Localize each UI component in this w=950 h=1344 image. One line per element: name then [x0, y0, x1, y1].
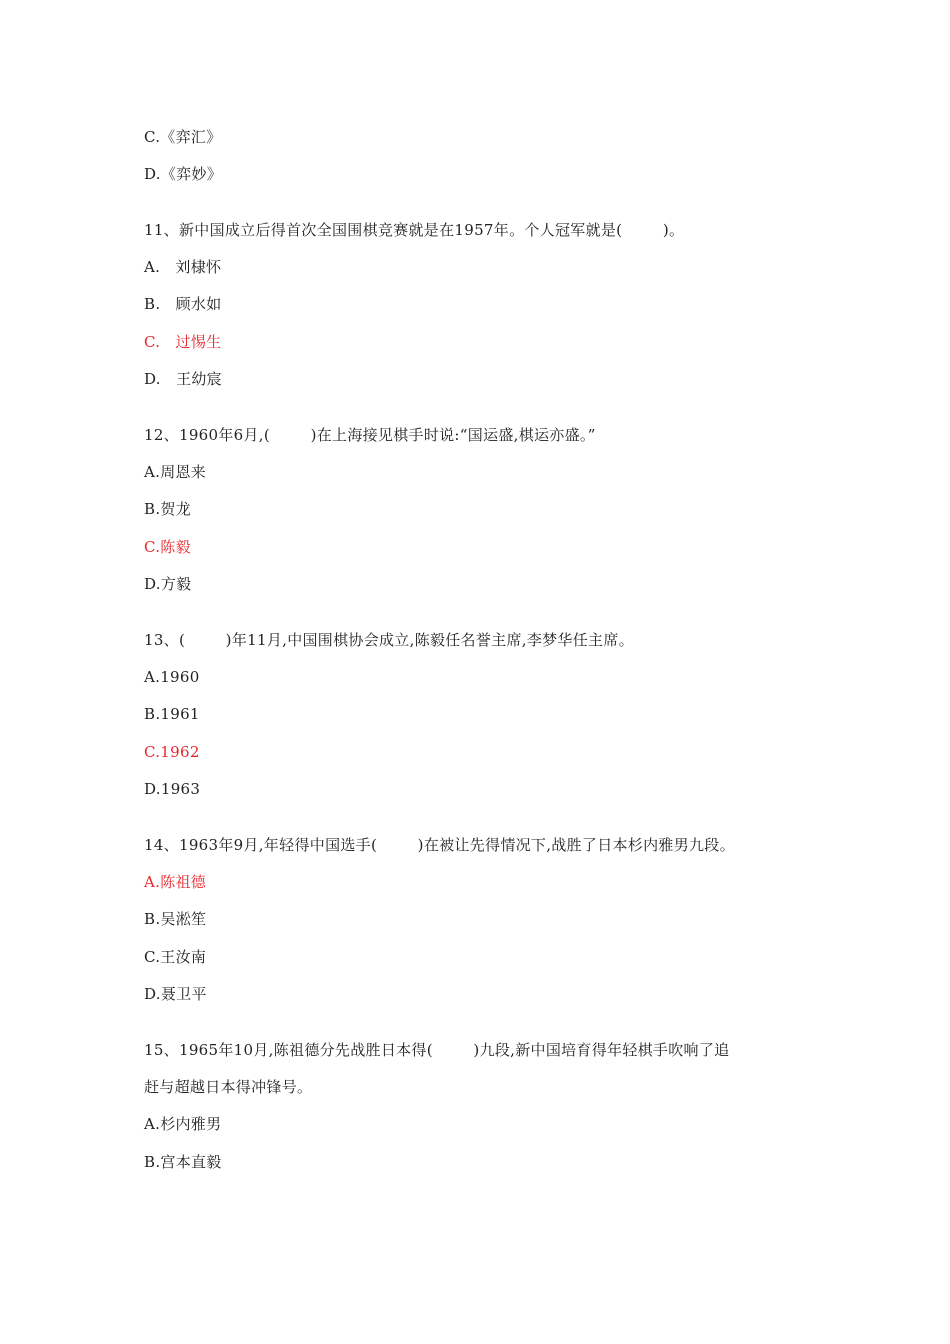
option-d-q13: D.1963 — [144, 780, 201, 798]
option-c-q11-correct: C. 过惕生 — [144, 333, 222, 351]
option-d-q11: D. 王幼宸 — [144, 370, 222, 388]
option-d-q14: D.聂卫平 — [144, 985, 207, 1003]
option-b-q13: B.1961 — [144, 705, 200, 723]
option-a-q13: A.1960 — [144, 668, 200, 686]
option-b-q15: B.宫本直毅 — [144, 1153, 222, 1171]
option-b-q14: B.吴淞笙 — [144, 910, 207, 928]
option-a-q11: A. 刘棣怀 — [144, 258, 222, 276]
option-c-q13-correct: C.1962 — [144, 743, 200, 761]
option-c-q14: C.王汝南 — [144, 948, 207, 966]
question-15-continued: 赶与超越日本得冲锋号。 — [144, 1078, 313, 1096]
option-d-q12: D.方毅 — [144, 575, 192, 593]
option-a-q12: A.周恩来 — [144, 463, 207, 481]
option-b-q11: B. 顾水如 — [144, 295, 222, 313]
option-c-q12-correct: C.陈毅 — [144, 538, 191, 556]
question-12: 12、1960年6月,( )在上海接见棋手时说:“国运盛,棋运亦盛。” — [144, 426, 596, 444]
option-a-q15: A.杉内雅男 — [144, 1115, 222, 1133]
question-13: 13、( )年11月,中国围棋协会成立,陈毅任名誉主席,李梦华任主席。 — [144, 631, 634, 649]
option-a-q14-correct: A.陈祖德 — [144, 873, 207, 891]
question-15: 15、1965年10月,陈祖德分先战胜日本得( )九段,新中国培育得年轻棋手吹响了追 — [144, 1041, 730, 1059]
question-11: 11、新中国成立后得首次全国围棋竞赛就是在1957年。个人冠军就是( )。 — [144, 221, 685, 239]
option-b-q12: B.贺龙 — [144, 500, 191, 518]
question-14: 14、1963年9月,年轻得中国选手( )在被让先得情况下,战胜了日本杉内雅男九段。 — [144, 836, 735, 854]
option-c-q10: C.《弈汇》 — [144, 128, 222, 146]
option-d-q10: D.《弈妙》 — [144, 165, 223, 183]
